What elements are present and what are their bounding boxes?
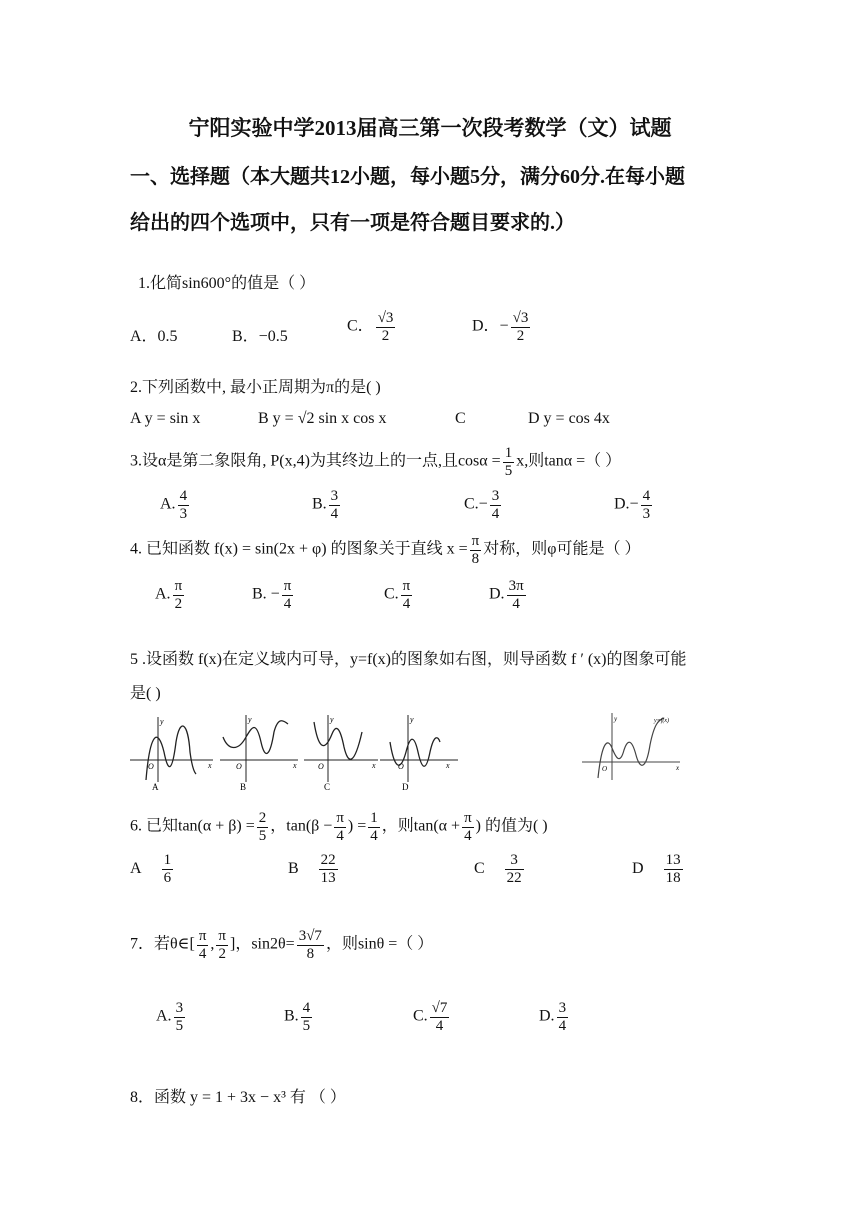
graph-d-x-label: x xyxy=(446,761,450,770)
q2-stem: 2.下列函数中, 最小正周期为π的是( ) xyxy=(130,379,381,396)
graph-d-y-label: y xyxy=(410,715,414,724)
q7-option-c: C. $\frac{√7}{4}$ xyxy=(413,1000,448,1034)
ref-origin: O xyxy=(602,765,608,773)
q7-stem: 7．若θ∈[ $\frac{\pi}{4}$ , $\frac{\pi}{2}$ ]，sin2θ= $\frac{3√7}{8}$ ，则sinθ =（ ） xyxy=(130,928,434,962)
graph-c-x-label: x xyxy=(372,761,376,770)
q2-option-d: D y = cos 4x xyxy=(528,410,610,427)
q7-option-b: B. $\frac{4}{5}$ xyxy=(284,1000,311,1034)
q6-option-d: D $\frac{13}{18}$ xyxy=(632,852,681,886)
q6-option-b: B $\frac{22}{13}$ xyxy=(288,852,336,886)
q2-option-c: C xyxy=(455,410,466,427)
q1-option-d: D．− $\frac{√3}{2}$ xyxy=(472,310,529,344)
q4-option-a: A. $\frac{\pi}{2}$ xyxy=(155,578,183,612)
q6-option-a: A $\frac{1}{6}$ xyxy=(130,852,172,886)
q4-option-c: C. $\frac{\pi}{4}$ xyxy=(384,578,411,612)
q7-option-a: A. $\frac{3}{5}$ xyxy=(156,1000,184,1034)
q3-stem: 3.设α是第二象限角, P(x,4)为其终边上的一点,且cosα = $\frac{1}{5}$ x,则tanα =（ ） xyxy=(130,445,622,479)
graph-a-x-label: x xyxy=(208,761,212,770)
graph-d-origin: O xyxy=(398,762,404,771)
ref-x-label: x xyxy=(676,764,680,772)
q6-stem: 6. 已知tan(α + β) = $\frac{2}{5}$ ，tan(β − $\frac{\pi}{4}$ ) = $\frac{1}{4}$ ，则tan(α + $\frac{\pi}{4}$ ) 的值为( ) xyxy=(130,810,548,844)
graph-a xyxy=(130,717,213,792)
q4-stem: 4. 已知函数 f(x) = sin(2x + φ) 的图象关于直线 x = $\frac{\pi}{8}$ 对称，则φ可能是（ ） xyxy=(130,533,641,567)
q2-option-b: B y = √2 sin x cos x xyxy=(258,410,387,427)
q3-option-c: C.− $\frac{3}{4}$ xyxy=(464,488,500,522)
q1-option-c: C． $\frac{√3}{2}$ xyxy=(347,310,394,344)
q1-option-a: A．0.5 xyxy=(130,328,178,345)
graph-d-label: D xyxy=(402,782,409,792)
q8-stem: 8．函数 y = 1 + 3x − x³ 有 （ ） xyxy=(130,1089,346,1106)
graph-c-label: C xyxy=(324,782,331,792)
q5-stem-line1: 5 .设函数 f(x)在定义域内可导，y=f(x)的图象如右图，则导函数 f ′ (x)的图象可能 xyxy=(130,651,687,668)
graph-d xyxy=(380,715,458,792)
q5-reference-graph xyxy=(580,710,690,782)
graph-b-x-label: x xyxy=(293,761,297,770)
graph-c-origin: O xyxy=(318,762,324,771)
q5-stem-line2: 是( ) xyxy=(130,685,161,702)
section-heading-line1: 一、选择题（本大题共12小题，每小题5分，满分60分.在每小题 xyxy=(130,166,685,188)
page-title: 宁阳实验中学2013届高三第一次段考数学（文）试题 xyxy=(188,116,672,140)
section-heading-line2: 给出的四个选项中，只有一项是符合题目要求的.） xyxy=(130,212,575,234)
ref-curve-label: y=f(x) xyxy=(654,718,670,724)
ref-y-label: y xyxy=(614,715,618,723)
graph-c xyxy=(304,715,378,792)
graph-c-y-label: y xyxy=(330,715,334,724)
q6-option-c: C $\frac{3}{22}$ xyxy=(474,852,522,886)
graph-b xyxy=(220,715,298,792)
q3-option-a: A. $\frac{4}{3}$ xyxy=(160,488,188,522)
graph-b-origin: O xyxy=(236,762,242,771)
graph-a-origin: O xyxy=(148,762,154,771)
q4-option-d: D. $\frac{3\pi}{4}$ xyxy=(489,578,524,612)
graph-a-y-label: y xyxy=(160,717,164,726)
q3-option-b: B. $\frac{3}{4}$ xyxy=(312,488,339,522)
q3-option-d: D.− $\frac{4}{3}$ xyxy=(614,488,651,522)
graph-a-label: A xyxy=(152,782,159,792)
q2-option-a: A y = sin x xyxy=(130,410,201,427)
q5-option-graphs xyxy=(128,712,463,794)
q4-option-b: B. − $\frac{\pi}{4}$ xyxy=(252,578,292,612)
graph-b-y-label: y xyxy=(248,715,252,724)
q7-option-d: D. $\frac{3}{4}$ xyxy=(539,1000,567,1034)
q1-stem: 1.化简sin600°的值是（ ） xyxy=(138,275,316,292)
graph-b-label: B xyxy=(240,782,247,792)
q1-option-b: B．−0.5 xyxy=(232,328,288,345)
